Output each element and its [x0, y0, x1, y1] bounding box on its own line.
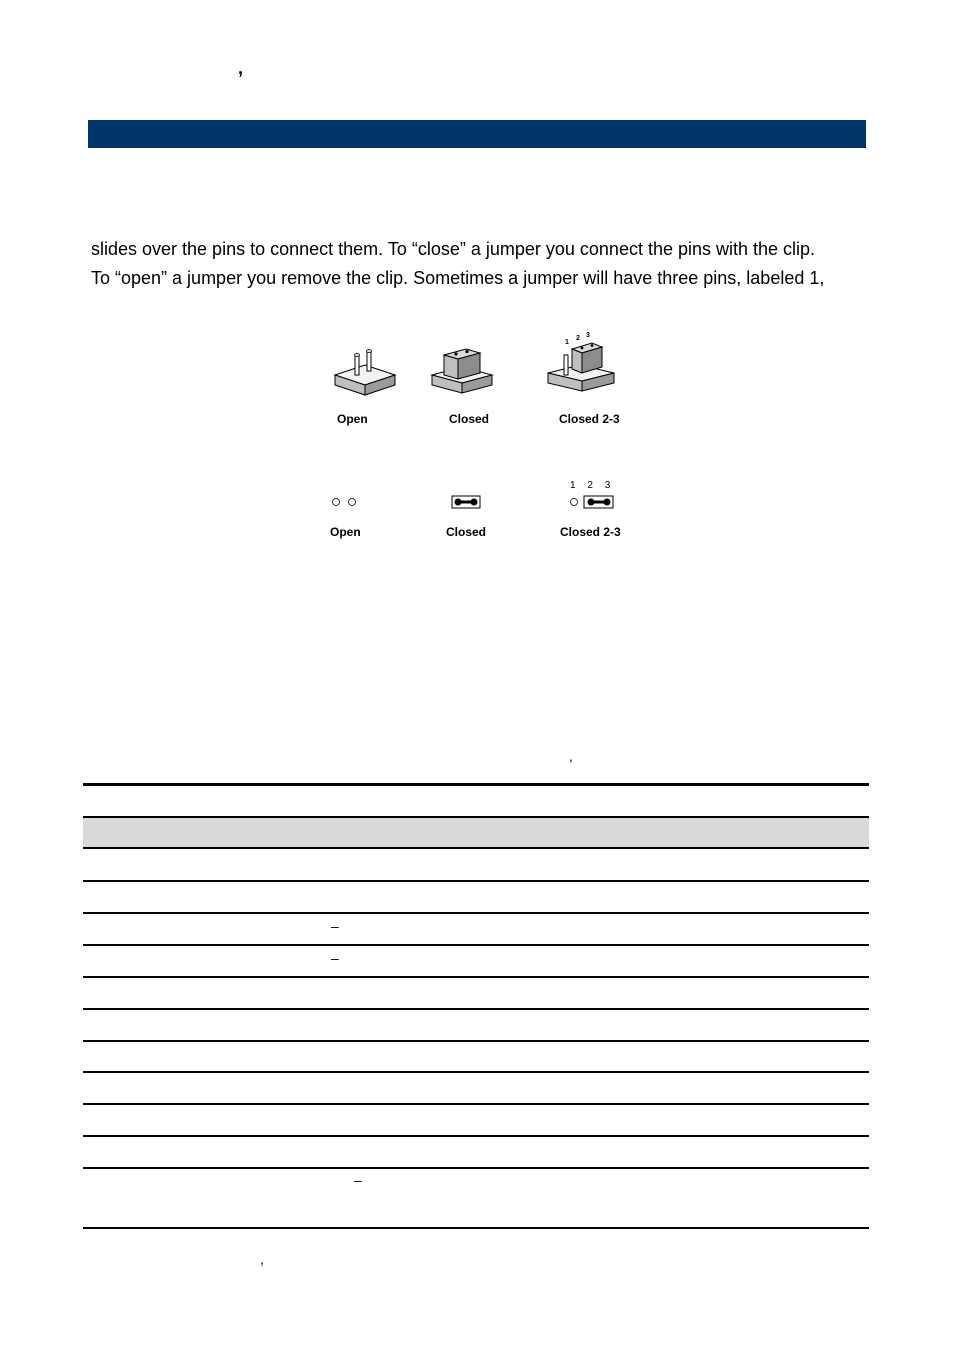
- intro-line-2: To “open” a jumper you remove the clip. Sometimes a jumper will have three pins, labeled 1,: [91, 268, 825, 288]
- table-cell-dash: –: [331, 918, 339, 934]
- table-cell-dash: –: [354, 1172, 362, 1188]
- table-row-rule: [83, 1167, 869, 1169]
- jumper-closed-symbol-icon: [452, 496, 480, 508]
- jumper-closed-2-3-symbol-icon: [571, 496, 614, 508]
- top-label-closed: Closed: [449, 412, 490, 426]
- header-mark: ,: [238, 58, 244, 78]
- section-banner: [88, 120, 866, 148]
- table-row-rule: [83, 1135, 869, 1137]
- table-bottom-rule: [83, 1227, 869, 1229]
- table-row-rule: [83, 944, 869, 946]
- jumper-3d-figure: [320, 325, 640, 405]
- jumper-open-symbol-icon: [333, 499, 356, 506]
- table-header-band: [83, 818, 869, 848]
- table-caption-mark: ,: [569, 748, 573, 764]
- intro-line-1: slides over the pins to connect them. To “close” a jumper you connect the pins with the clip.: [91, 239, 816, 259]
- bottom-label-closed: Closed: [446, 525, 487, 539]
- bottom-label-closed-2-3: Closed 2-3: [560, 525, 621, 539]
- jumper-closed-2-3-3d-icon: [548, 343, 614, 391]
- pin-number-1: 1: [570, 480, 576, 491]
- pin-number-2: 2: [587, 480, 593, 491]
- jumper-symbol-figure: [325, 490, 625, 514]
- jumper-closed-3d-icon: [432, 349, 492, 393]
- pin-number-3: 3: [604, 480, 611, 491]
- table-row-rule: [83, 1040, 869, 1042]
- table-header-top-rule: [83, 816, 869, 818]
- top-label-open: Open: [337, 412, 368, 426]
- table-cell-dash: –: [331, 950, 339, 966]
- top-label-closed-2-3: Closed 2-3: [559, 412, 620, 426]
- table-header-bottom-rule: [83, 847, 869, 849]
- top-pin-number-3: 3: [586, 332, 590, 339]
- table-top-rule: [83, 783, 869, 786]
- top-pin-number-2: 2: [576, 335, 580, 342]
- footer-mark: ,: [260, 1251, 264, 1267]
- table-row-rule: [83, 976, 869, 978]
- top-pin-number-1: 1: [565, 339, 569, 346]
- table-row-rule: [83, 1008, 869, 1010]
- bottom-label-open: Open: [330, 525, 361, 539]
- table-row-rule: [83, 1071, 869, 1073]
- table-row-rule: [83, 912, 869, 914]
- jumper-open-3d-icon: [335, 350, 395, 396]
- table-row-rule: [83, 880, 869, 882]
- table-row-rule: [83, 1103, 869, 1105]
